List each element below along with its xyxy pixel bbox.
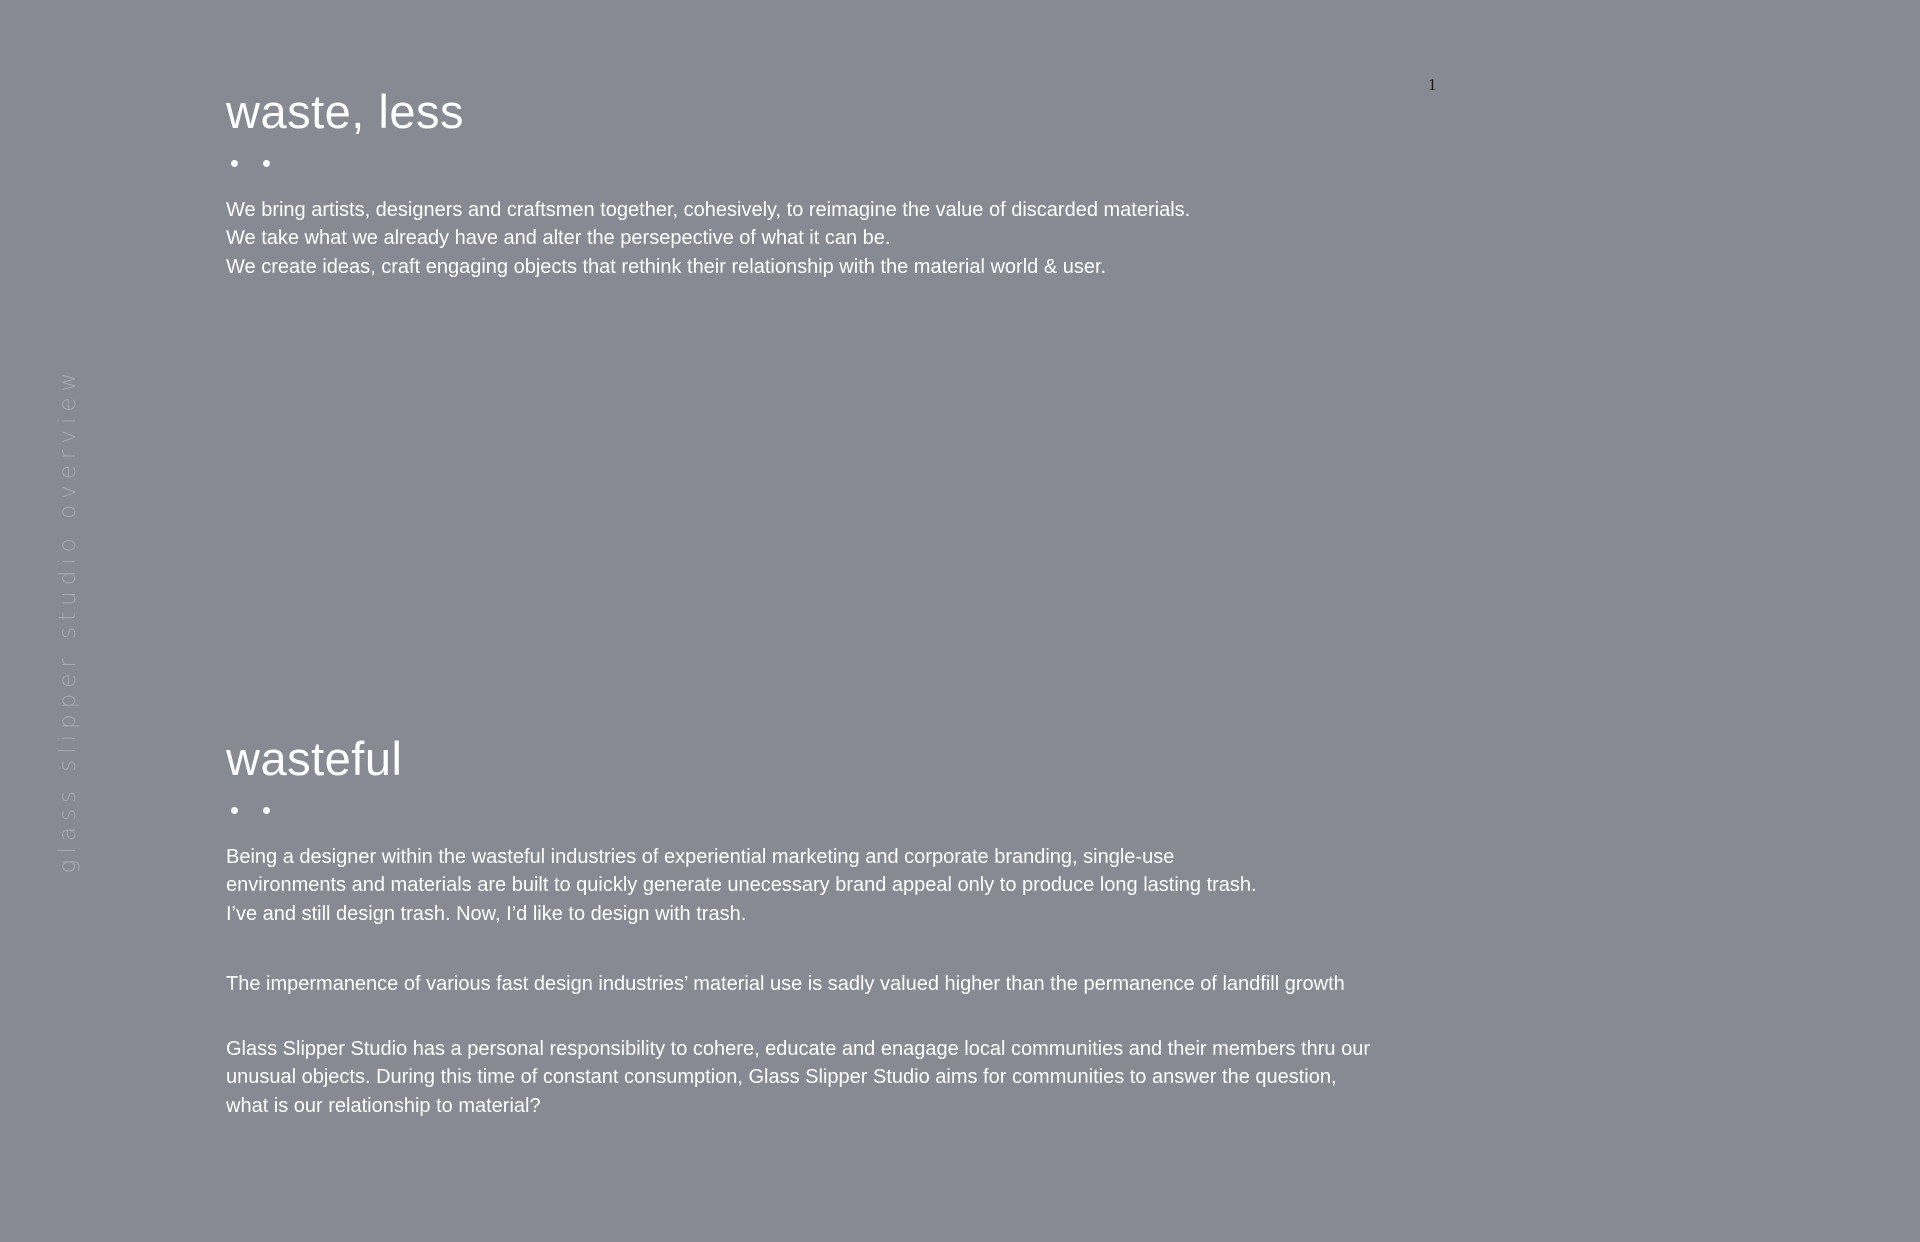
text-line: The impermanence of various fast design industries’ material use is sadly valued higher than the permanence of landfill growth [226,972,1345,995]
page-number: 1 [1428,75,1437,94]
text-line: Glass Slipper Studio has a personal responsibility to cohere, educate and enagage local communities and their members thru our [226,1038,1370,1061]
section-title: waste, less [226,85,464,138]
section-wasteful [226,727,1426,1120]
bullet-dots-decoration [231,807,1426,815]
text-line: environments and materials are built to quickly generate unecessary brand appeal only to produce long lasting trash. [226,874,1257,897]
intro-paragraph [226,196,1426,281]
dot-icon [231,807,238,814]
dot-icon [263,807,270,814]
text-line: I’ve and still design trash. Now, I’d like to design with trash. [226,902,747,925]
text-line: We bring artists, designers and craftsmen together, cohesively, to reimagine the value of discarded materials. [226,199,1191,221]
text-line: We take what we already have and alter the persepective of what it can be. [226,227,891,250]
text-line: unusual objects. During this time of constant consumption, Glass Slipper Studio aims for communities to answer the question, [226,1066,1337,1089]
text-line: what is our relationship to material? [226,1094,541,1117]
side-label: glass slipper studio overview [55,366,81,874]
text-line: Being a designer within the wasteful industries of experiential marketing and corporate branding, single-use [226,846,1175,868]
text-line: We create ideas, craft engaging objects that rethink their relationship with the material world & user. [226,255,1107,278]
paragraph-designer [226,843,1426,928]
section-waste-less [226,80,1426,281]
bullet-dots-decoration [231,160,1426,168]
section-title: wasteful [226,732,403,785]
dot-icon [231,160,238,167]
paragraph-responsibility [226,1035,1426,1120]
dot-icon [263,160,270,167]
paragraph-impermanence [226,970,1426,998]
